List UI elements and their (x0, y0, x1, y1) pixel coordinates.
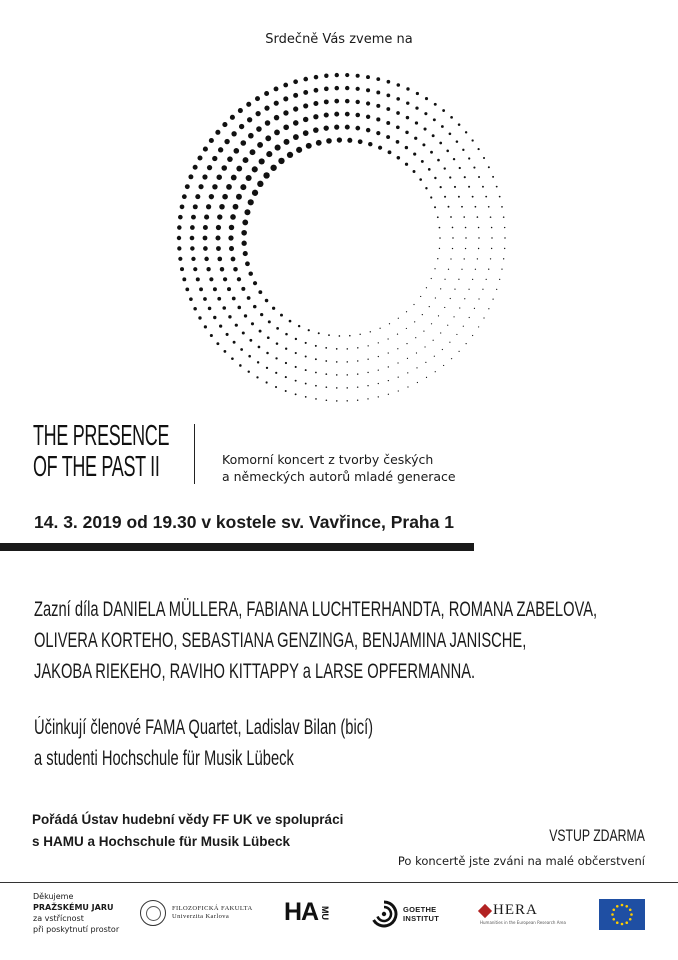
hera-logo-name: HERA (493, 902, 538, 918)
ff-logo-line: FILOZOFICKÁ FAKULTA (172, 905, 253, 912)
invitation-text: Srdečně Vás zveme na (265, 32, 413, 47)
thanks-line: za vstřícnost (33, 914, 84, 923)
goethe-logo-line: GOETHE (403, 905, 437, 914)
eu-flag-icon (599, 899, 645, 930)
free-entry: VSTUP ZDARMA (549, 826, 645, 845)
goethe-logo-line: INSTITUT (403, 914, 440, 923)
hera-logo-subtitle: Humanities in the European Research Area (480, 920, 566, 925)
goethe-institut-logo (370, 900, 439, 928)
concert-title (33, 421, 253, 483)
hera-mark-icon (478, 903, 492, 917)
performers-line: a studenti Hochschule für Musik Lübeck (34, 747, 294, 770)
hera-logo (480, 902, 566, 925)
thanks-note (33, 891, 119, 935)
thanks-line: Děkujeme (33, 892, 74, 901)
performers-line: Účinkují členové FAMA Quartet, Ladislav Bilan (bicí) (34, 716, 374, 739)
horizontal-bar (0, 543, 474, 551)
hamu-logo-right: MU (320, 905, 331, 920)
performers-list (34, 712, 518, 774)
title-line-2: OF THE PAST II (33, 451, 160, 483)
hamu-logo (284, 898, 329, 927)
concert-subtitle (222, 451, 456, 485)
ff-uk-logo (140, 900, 253, 926)
subtitle-line-1: Komorní koncert z tvorby českých (222, 452, 434, 467)
composers-line: Zazní díla DANIELA MÜLLERA, FABIANA LUCHTERHANDTA, ROMANA ZABELOVA, (34, 598, 598, 621)
composers-list (34, 594, 678, 687)
organizer-info (32, 809, 343, 853)
date-venue: 14. 3. 2019 od 19.30 v kostele sv. Vavřince, Praha 1 (34, 512, 454, 532)
hamu-logo-left: HA (284, 898, 319, 926)
dotted-circle-graphic (160, 70, 520, 410)
thanks-line: při poskytnutí prostor (33, 925, 120, 934)
title-divider (194, 424, 195, 484)
goethe-swirl-icon (370, 900, 398, 928)
refreshment-note: Po koncertě jste zváni na malé občerstvení (397, 854, 645, 868)
composers-line: OLIVERA KORTEHO, SEBASTIANA GENZINGA, BENJAMINA JANISCHE, (34, 629, 527, 652)
organizer-line: Pořádá Ústav hudební vědy FF UK ve spolupráci (32, 812, 344, 827)
composers-line: JAKOBA RIEKEHO, RAVIHO KITTAPPY a LARSE OPFERMANNA. (34, 660, 476, 683)
title-line-1: THE PRESENCE (33, 420, 170, 452)
university-seal-icon (140, 900, 166, 926)
ff-logo-line: Univerzita Karlova (172, 913, 230, 920)
thanks-line: PRAŽSKÉMU JARU (33, 903, 114, 912)
organizer-line: s HAMU a Hochschule für Musik Lübeck (32, 834, 291, 849)
subtitle-line-2: a německých autorů mladé generace (222, 469, 456, 484)
footer-divider (0, 882, 678, 883)
